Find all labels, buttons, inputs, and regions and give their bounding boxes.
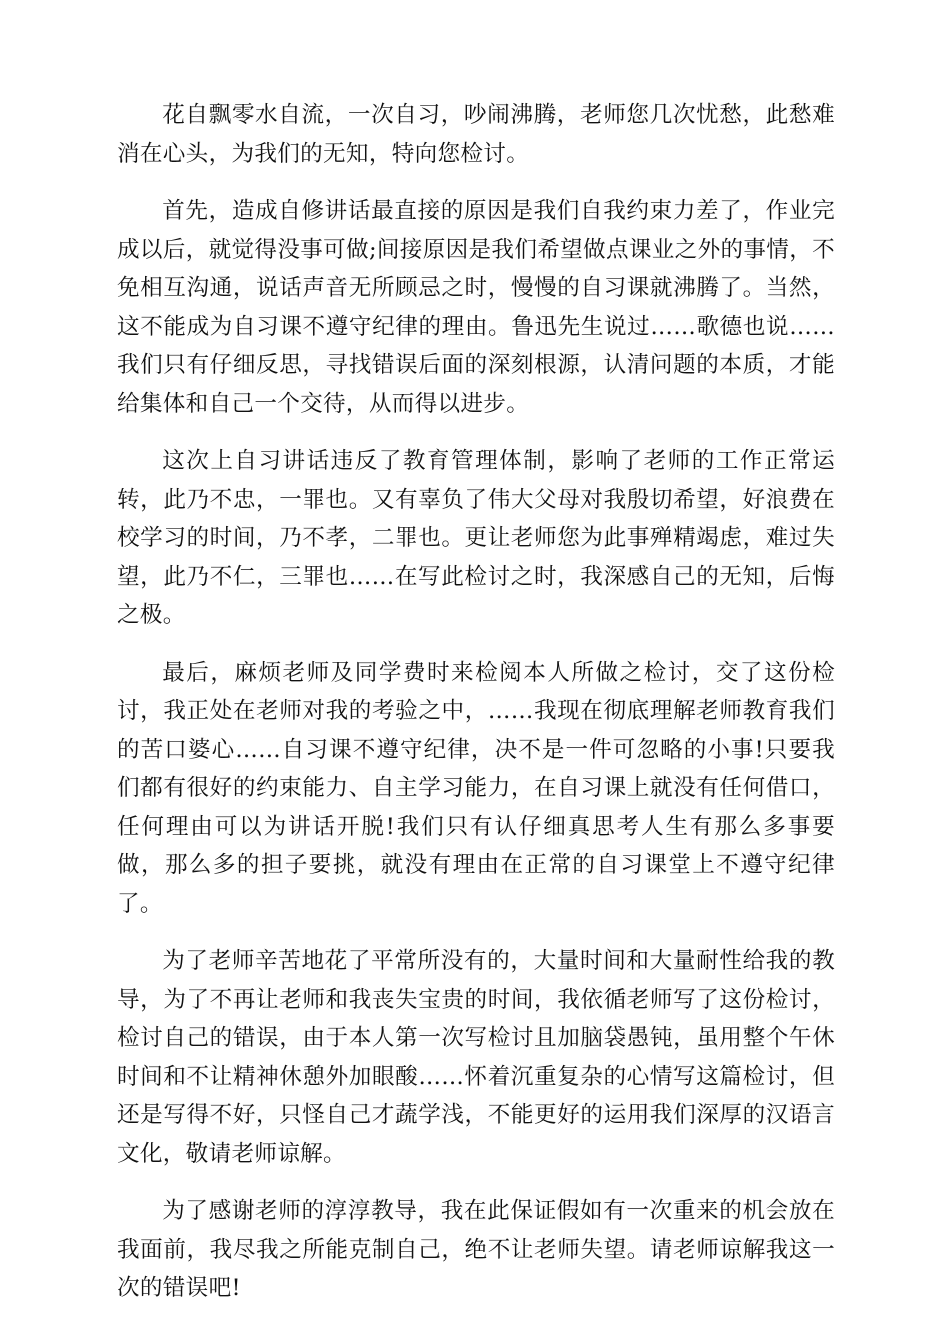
paragraph-4: 最后，麻烦老师及同学费时来检阅本人所做之检讨，交了这份检讨，我正处在老师对我的考验之中，……我现在彻底理解老师教育我们的苦口婆心……自习课不遵守纪律，决不是一件可忽略的小事!只要我们都有很好的约束能力、自主学习能力，在自习课上就没有任何借口，任何理由可以为讲话开脱!我们只有认仔细真思考人生有那么多事要做，那么多的担子要挑，就没有理由在正常的自习课堂上不遵守纪律了。 [117,659,835,917]
paragraph-2: 首先，造成自修讲话最直接的原因是我们自我约束力差了，作业完成以后，就觉得没事可做;间接原因是我们希望做点课业之外的事情，不免相互沟通，说话声音无所顾忌之时，慢慢的自习课就沸腾了。当然，这不能成为自习课不遵守纪律的理由。鲁迅先生说过……歌德也说……我们只有仔细反思，寻找错误后面的深刻根源，认清问题的本质，才能给集体和自己一个交待，从而得以进步。 [117,198,835,417]
document-page [117,96,835,1327]
paragraph-1: 花自飘零水自流，一次自习，吵闹沸腾，老师您几次忧愁，此愁难消在心头，为我们的无知，特向您检讨。 [117,102,835,167]
paragraph-6: 为了感谢老师的淳淳教导，我在此保证假如有一次重来的机会放在我面前，我尽我之所能克制自己，绝不让老师失望。请老师谅解我这一次的错误吧! [117,1198,835,1301]
paragraph-5: 为了老师辛苦地花了平常所没有的，大量时间和大量耐性给我的教导，为了不再让老师和我丧失宝贵的时间，我依循老师写了这份检讨，检讨自己的错误，由于本人第一次写检讨且加脑袋愚钝，虽用整个午休时间和不让精神休憩外加眼酸……怀着沉重复杂的心情写这篇检讨，但还是写得不好，只怪自己才蔬学浅，不能更好的运用我们深厚的汉语言文化，敬请老师谅解。 [117,948,835,1167]
paragraph-3: 这次上自习讲话违反了教育管理体制，影响了老师的工作正常运转，此乃不忠，一罪也。又有辜负了伟大父母对我殷切希望，好浪费在校学习的时间，乃不孝，二罪也。更让老师您为此事殚精竭虑，难过失望，此乃不仁，三罪也……在写此检讨之时，我深感自己的无知，后悔之极。 [117,448,835,628]
